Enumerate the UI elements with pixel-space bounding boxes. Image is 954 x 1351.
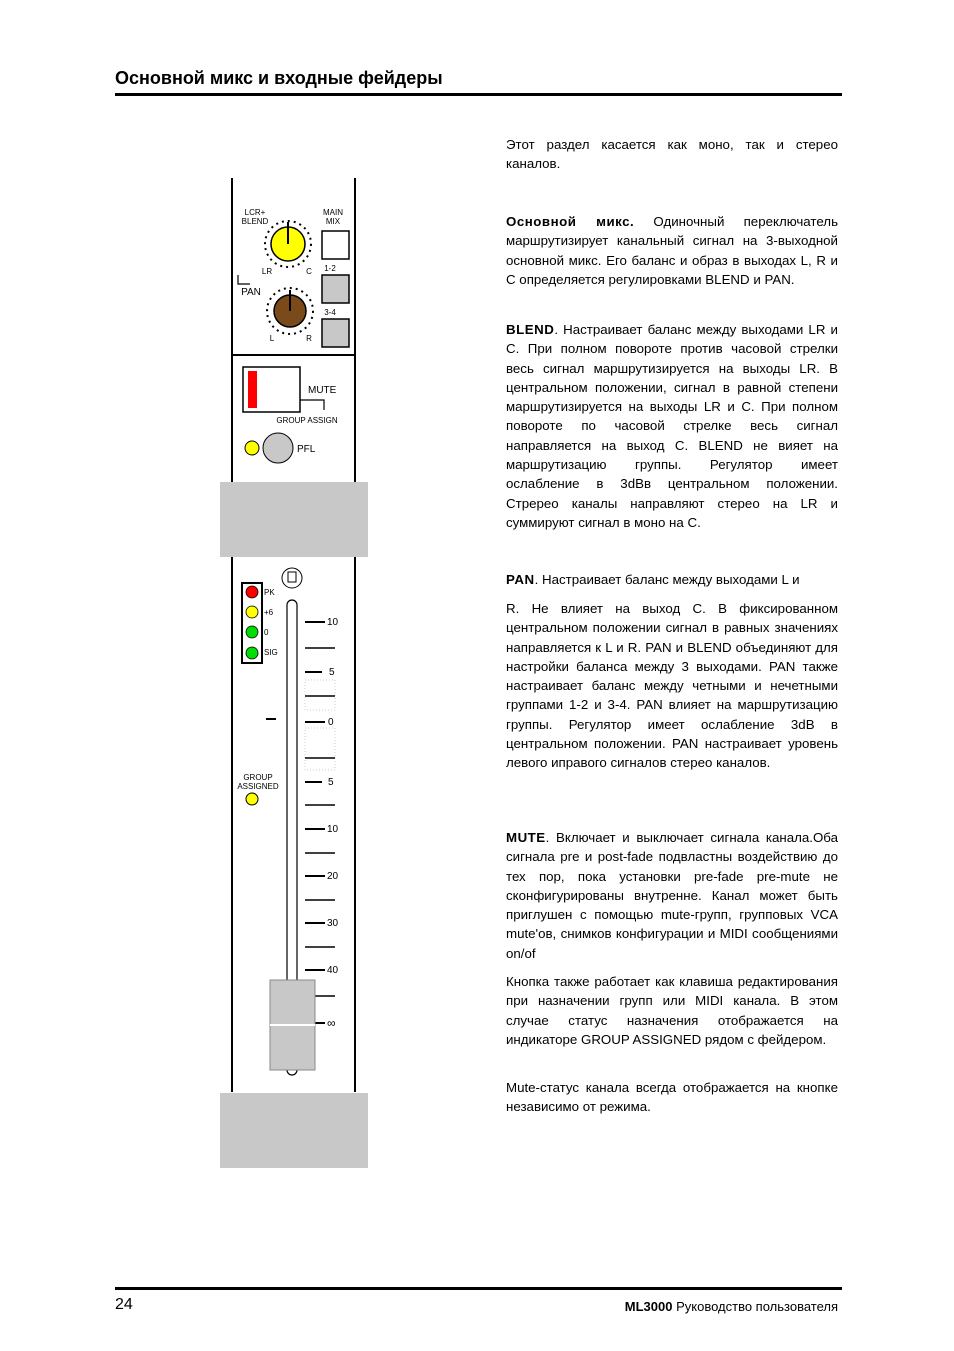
manual-title: Руководство пользователя <box>672 1299 838 1314</box>
lr-label: LR <box>261 267 273 276</box>
mute-label: MUTE <box>308 385 337 396</box>
scale-label-5-top: 5 <box>329 667 335 678</box>
fader-cap-icon <box>282 568 302 588</box>
pan-bracket <box>238 275 250 284</box>
mute-text: . Включает и выключает сигнала канала.Оба сигнала pre и post-fade подвластны воздействию до тех пор, пока установки pre-fade pre-mute не сконфигурированы внутренне. Канал может быть приглушен с помощью mute-групп, групповых VCA mute'ов, снимков конфигурации и MIDI сообщениями on/of <box>506 830 838 961</box>
lcr-blend-label-2: BLEND <box>241 217 269 226</box>
scale-label-infinity: ∞ <box>327 1016 336 1030</box>
group-assigned-led <box>246 793 258 805</box>
meter-label-sig: SIG <box>264 648 278 657</box>
gray-panel-bottom <box>220 1093 368 1168</box>
r-label: R <box>306 334 312 343</box>
blend-term: BLEND <box>506 322 555 337</box>
scale-label-10-top: 10 <box>327 617 339 628</box>
scale-label-10: 10 <box>327 824 339 835</box>
scale-shading-upper <box>305 680 335 710</box>
group-assigned-label-1: GROUP <box>243 773 273 782</box>
scale-shading-lower <box>305 728 335 770</box>
mute-bracket <box>300 400 324 410</box>
page-title: Основной микс и входные фейдеры <box>115 68 443 88</box>
group-assign-label: GROUP ASSIGN <box>276 416 338 425</box>
l-label: L <box>269 334 275 343</box>
manual-model: ML3000 <box>624 1299 673 1314</box>
scale-label-40: 40 <box>327 965 339 976</box>
fader-knob[interactable] <box>270 980 315 1070</box>
intro-paragraph: Этот раздел касается как моно, так и стерео каналов. <box>506 137 838 172</box>
meter-led-0 <box>246 626 258 638</box>
scale-label-0: 0 <box>328 717 334 728</box>
main-mix-button[interactable] <box>322 231 349 259</box>
scale-label-30: 30 <box>327 918 339 929</box>
footer-rule <box>115 1287 842 1290</box>
group-34-label: 3-4 <box>324 308 336 317</box>
pfl-label: PFL <box>297 444 316 455</box>
scale-label-20: 20 <box>327 871 339 882</box>
lcr-blend-label-1: LCR+ <box>244 208 266 217</box>
group-12-button[interactable] <box>322 275 349 303</box>
group-12-label: 1-2 <box>324 264 336 273</box>
pan-knob[interactable] <box>267 288 313 334</box>
mute-term: MUTE <box>506 830 546 845</box>
c-label: C <box>306 267 312 276</box>
blend-knob[interactable] <box>265 221 311 267</box>
main-mix-label-1: MAIN <box>323 208 343 217</box>
pan-label: PAN <box>241 287 261 298</box>
main-mix-text: Одиночный переключатель маршрутизирует канальный сигнал на 3-выходной основной микс. Его баланс и образ в выходах L, R и C определяется регулировками BLEND и PAN. <box>506 214 838 287</box>
scale-label-5: 5 <box>328 777 334 788</box>
pan-term: PAN <box>506 572 535 587</box>
mute-paragraph-3: Mute-статус канала всегда отображается на кнопке независимо от режима. <box>506 1080 838 1115</box>
page-number: 24 <box>115 1296 133 1313</box>
meter-label-pk: PK <box>264 588 275 597</box>
gray-panel-top <box>220 482 368 557</box>
mute-indicator <box>248 371 257 408</box>
blend-text: . Настраивает баланс между выходами LR и C. При полном повороте против часовой стрелки весь сигнал маршрутизируется на выходы LR. В центральном положении, сигнал в равной степени маршрутизируется на выходы LR и C. При полном повороте по часовой стрелке весь сигнал направляется на выход C. BLEND не вияет на маршрутизацию группы. Регулятор имеет ослабление в 3dBв центральном положении. Стререо каналы направляют стерео на LR и суммируют сигнал в моно на C. <box>506 322 838 530</box>
pfl-led <box>245 441 259 455</box>
pan-paragraph-2: R. Не влияет на выход C. В фиксированном центральном положении сигнал в равных значениях направляется к L и R. PAN и BLEND объединяют для настройки баланса между 3 выходами. PAN также настраивает баланс между четными и нечетными группами 1-2 и 3-4. PAN влияет на маршрутизацию группы. Регулятор имеет ослабление 3dB в центральном положении. PAN настраивает уровень левого иправого сигналов стерео каналов. <box>506 601 838 771</box>
pfl-button[interactable] <box>263 433 293 463</box>
meter-label-plus6: +6 <box>264 608 274 617</box>
group-assigned-label-2: ASSIGNED <box>237 782 279 791</box>
meter-led-pk <box>246 586 258 598</box>
manual-name <box>625 1299 838 1314</box>
main-mix-label-2: MIX <box>325 217 341 226</box>
meter-led-plus6 <box>246 606 258 618</box>
group-34-button[interactable] <box>322 319 349 347</box>
meter-led-sig <box>246 647 258 659</box>
pan-text: . Настраивает баланс между выходами L и <box>534 572 800 587</box>
main-mix-term: Основной микс. <box>506 214 635 229</box>
mute-paragraph-2: Кнопка также работает как клавиша редактирования при назначении групп или MIDI канала. В этом случае статус назначения отображается на индикаторе GROUP ASSIGNED рядом с фейдером. <box>506 974 838 1047</box>
meter-label-0: 0 <box>264 628 269 637</box>
